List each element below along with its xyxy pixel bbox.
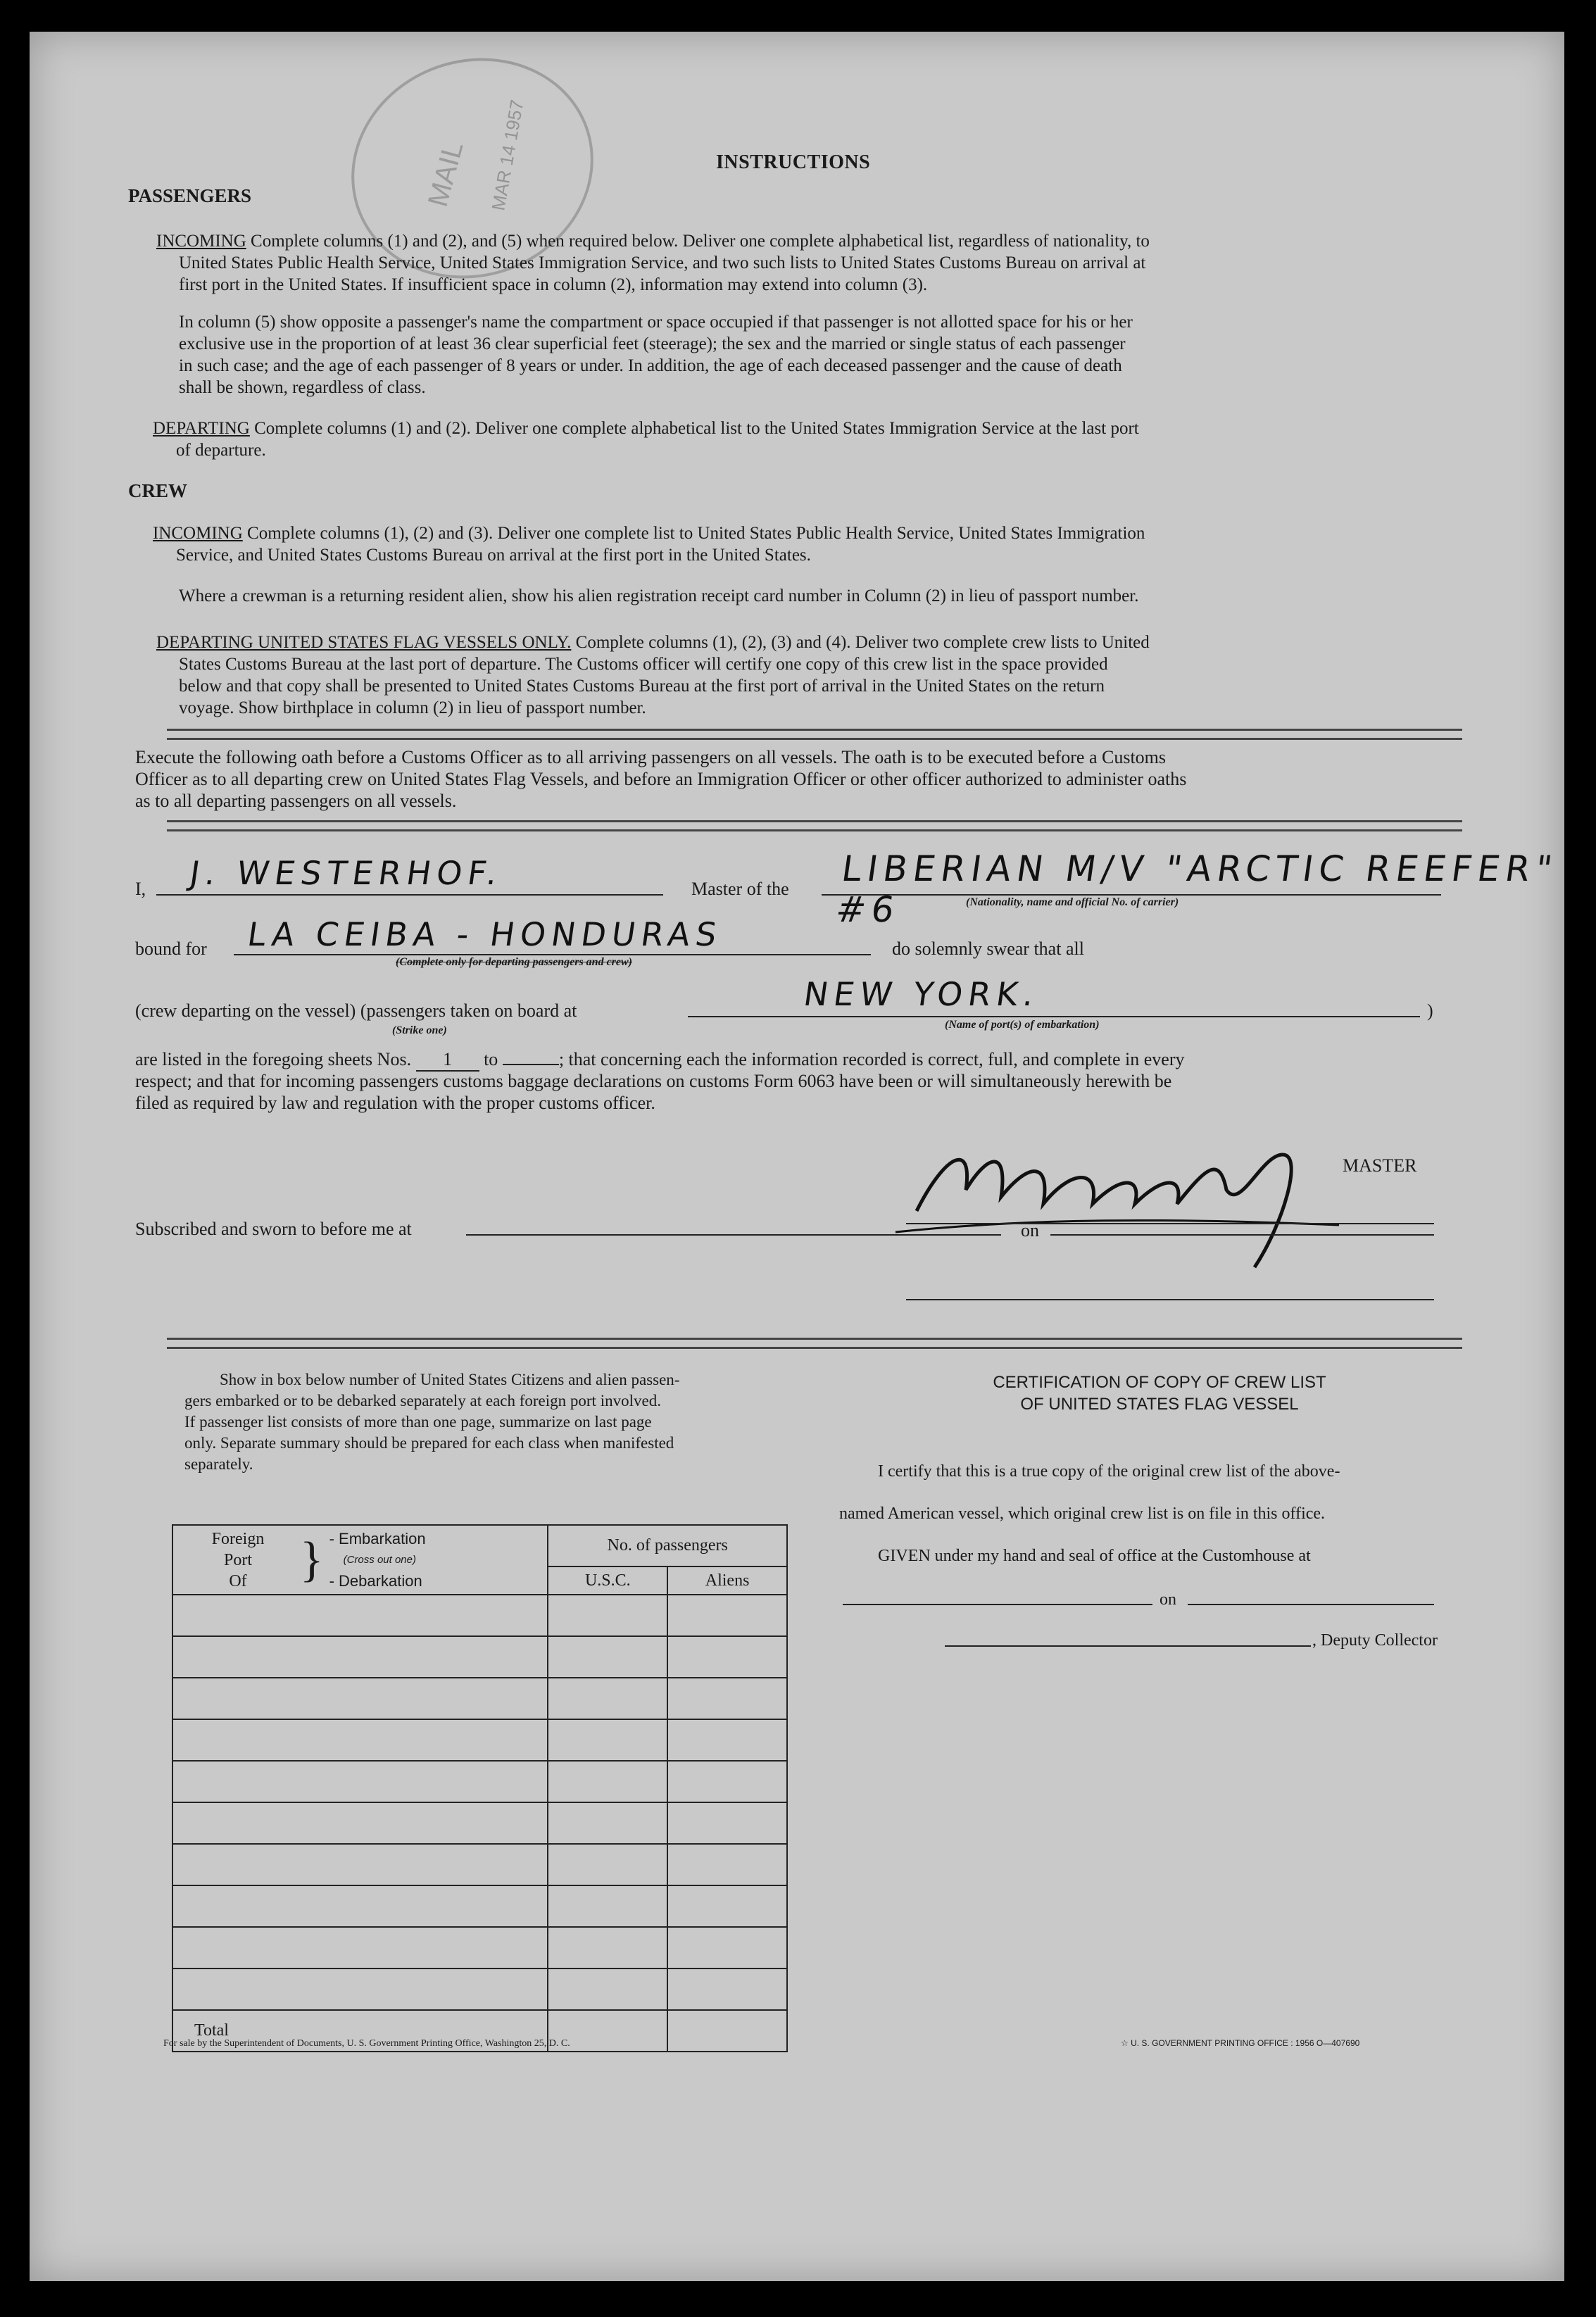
crew-incoming-label: INCOMING	[153, 524, 243, 543]
summary-intro-line5: separately.	[184, 1455, 253, 1473]
table-row	[172, 1844, 787, 1885]
crew-departing	[156, 632, 1150, 653]
destination-field-line	[234, 954, 871, 955]
oath-intro-line2: Officer as to all departing crew on United States Flag Vessels, and before an Immigration Officer or other officer authorized to administer oaths	[135, 769, 1187, 789]
aliens-header: Aliens	[667, 1566, 787, 1595]
crew-incoming-line2: Service, and United States Customs Bureau on arrival at the first port in the United States.	[176, 546, 811, 565]
cross-out-label: (Cross out one)	[343, 1554, 416, 1566]
certification-title	[948, 1371, 1371, 1415]
vessel-caption: (Nationality, name and official No. of carrier)	[966, 896, 1179, 908]
column5-line2: exclusive use in the proportion of at least 36 clear superficial feet (steerage); the sex and the married or single status of each passenger	[179, 334, 1126, 353]
foreign-label: Foreign	[211, 1530, 265, 1548]
passenger-summary-table	[172, 1524, 788, 2052]
footer-right: ☆ U. S. GOVERNMENT PRINTING OFFICE : 1956 O—407690	[1121, 2038, 1360, 2048]
crew-heading: CREW	[128, 480, 188, 501]
port-label: Port	[223, 1551, 252, 1569]
deputy-collector-label: , Deputy Collector	[1312, 1631, 1438, 1650]
column5-line1: In column (5) show opposite a passenger's name the compartment or space occupied if that passenger is not allotted space for his or her	[179, 313, 1133, 332]
of-label: Of	[229, 1572, 247, 1590]
swear-label: do solemnly swear that all	[892, 938, 1084, 959]
sheets-to	[503, 1064, 559, 1065]
master-signature	[888, 1112, 1367, 1281]
cert-line1: I certify that this is a true copy of the original crew list of the above-	[878, 1462, 1340, 1481]
table-row	[172, 1719, 787, 1761]
form-page	[30, 32, 1564, 2281]
officer-signature-line	[906, 1299, 1434, 1300]
table-row	[172, 1595, 787, 1636]
no-passengers-header: No. of passengers	[548, 1525, 787, 1566]
cert-on-label: on	[1160, 1590, 1176, 1609]
divider	[167, 820, 1462, 831]
crew-departing-label: (crew departing on the vessel) (passengers taken on board at	[135, 1000, 577, 1021]
summary-intro-line4: only. Separate summary should be prepared for each class when manifested	[184, 1434, 674, 1452]
passengers-incoming-line3: first port in the United States. If insufficient space in column (2), information may extend into column (3).	[179, 275, 928, 294]
crew-departing-line3: below and that copy shall be presented to United States Customs Bureau at the first port of arrival in the United States on the return	[179, 677, 1105, 696]
port-caption: (Name of port(s) of embarkation)	[945, 1019, 1100, 1031]
oath-i-label: I,	[135, 879, 146, 899]
summary-intro	[184, 1369, 679, 1475]
sheets-prefix: are listed in the foregoing sheets Nos.	[135, 1049, 412, 1069]
crew-departing-line4: voyage. Show birthplace in column (2) in lieu of passport number.	[179, 698, 646, 717]
sheets-to-label: to	[484, 1049, 498, 1069]
passengers-heading: PASSENGERS	[128, 185, 252, 206]
embarkation-label: - Embarkation	[329, 1530, 426, 1547]
oath-line2: respect; and that for incoming passengers customs baggage declarations on customs Form 6063 have been or will simultaneously herewith be	[135, 1071, 1172, 1091]
table-row	[172, 1927, 787, 1968]
crew-incoming-text: Complete columns (1), (2) and (3). Deliver one complete list to United States Public Health Service, United States Immigration	[247, 524, 1145, 543]
footer-left: For sale by the Superintendent of Documents, U. S. Government Printing Office, Washington 25, D. C.	[163, 2038, 570, 2049]
subscribed-date-line	[1050, 1234, 1434, 1236]
page-title: INSTRUCTIONS	[716, 151, 871, 173]
passengers-departing	[153, 417, 1139, 439]
table-row	[172, 1761, 787, 1802]
subscribed-on-label: on	[1021, 1220, 1039, 1241]
cert-place-line	[843, 1604, 1152, 1605]
passengers-incoming-line2: United States Public Health Service, United States Immigration Service, and two such lists to United States Customs Bureau on arrival at	[179, 253, 1146, 272]
vessel-handwritten: LIBERIAN M/V "ARCTIC REEFER" #6	[833, 848, 1561, 930]
table-row	[172, 1802, 787, 1844]
cert-line3: GIVEN under my hand and seal of office at the Customhouse at	[878, 1547, 1311, 1565]
table-row	[172, 1678, 787, 1719]
total-label: Total	[172, 2010, 548, 2052]
crew-resident-line: Where a crewman is a returning resident alien, show his alien registration receipt card number in Column (2) in lieu of passport number.	[179, 586, 1139, 605]
destination-handwritten: LA CEIBA - HONDURAS	[245, 915, 725, 953]
passengers-departing-line2: of departure.	[176, 441, 266, 460]
table-row	[172, 1636, 787, 1678]
sheets-suffix: ; that concerning each the information recorded is correct, full, and complete in every	[558, 1049, 1185, 1069]
cert-date-line	[1188, 1604, 1434, 1605]
destination-caption: (Complete only for departing passengers and crew)	[396, 956, 632, 968]
column5-line4: shall be shown, regardless of class.	[179, 378, 426, 397]
divider	[167, 729, 1462, 740]
sheets-line	[135, 1048, 1185, 1072]
sheets-from: 1	[416, 1048, 479, 1072]
debarkation-label: - Debarkation	[329, 1572, 422, 1590]
departing-text: Complete columns (1) and (2). Deliver one complete alphabetical list to the United States Immigration Service at the last port	[254, 419, 1139, 438]
subscribed-label: Subscribed and sworn to before me at	[135, 1219, 412, 1239]
summary-intro-line2: gers embarked or to be debarked separately at each foreign port involved.	[184, 1392, 661, 1409]
subscribed-place-line	[466, 1234, 1001, 1236]
bound-for-label: bound for	[135, 938, 207, 959]
deputy-signature-line	[945, 1645, 1311, 1647]
port-handwritten: NEW YORK.	[801, 975, 1042, 1013]
passengers-incoming	[156, 230, 1150, 252]
divider	[167, 1338, 1462, 1349]
cert-title-line1: CERTIFICATION OF COPY OF CREW LIST	[993, 1373, 1326, 1392]
oath-intro-line1: Execute the following oath before a Customs Officer as to all arriving passengers on all vessels. The oath is to be executed before a Customs	[135, 747, 1167, 767]
close-paren: )	[1427, 1000, 1433, 1021]
foreign-port-header	[172, 1525, 548, 1595]
usc-header: U.S.C.	[548, 1566, 667, 1595]
brace: }	[300, 1533, 324, 1587]
incoming-label: INCOMING	[156, 232, 246, 251]
crew-departing-label: DEPARTING UNITED STATES FLAG VESSELS ONLY.	[156, 633, 572, 652]
column5-line3: in such case; and the age of each passenger of 8 years or under. In addition, the age of each deceased passenger and the cause of death	[179, 356, 1122, 375]
crew-departing-line2: States Customs Bureau at the last port of departure. The Customs officer will certify one copy of this crew list in the space provided	[179, 655, 1108, 674]
oath-line3: filed as required by law and regulation with the proper customs officer.	[135, 1093, 655, 1113]
summary-intro-line3: If passenger list consists of more than one page, summarize on last page	[184, 1413, 652, 1431]
table-row	[172, 1968, 787, 2010]
master-name-handwritten: J. WESTERHOF.	[187, 854, 505, 892]
master-of-label: Master of the	[691, 879, 789, 899]
cert-line2: named American vessel, which original crew list is on file in this office.	[839, 1505, 1326, 1523]
crew-departing-text: Complete columns (1), (2), (3) and (4). Deliver two complete crew lists to United	[575, 633, 1150, 652]
incoming-text: Complete columns (1) and (2), and (5) when required below. Deliver one complete alphabetical list, regardless of nationality, to	[251, 232, 1150, 251]
oath-intro-line3: as to all departing passengers on all vessels.	[135, 791, 457, 811]
port-field-line	[688, 1016, 1420, 1017]
postmark-text: MAIL	[422, 138, 470, 211]
cert-title-line2: OF UNITED STATES FLAG VESSEL	[1020, 1395, 1299, 1414]
master-label: MASTER	[1343, 1155, 1417, 1176]
strike-caption: (Strike one)	[392, 1024, 447, 1036]
crew-incoming	[153, 522, 1145, 544]
summary-intro-line1: Show in box below number of United States Citizens and alien passen-	[220, 1371, 680, 1388]
departing-label: DEPARTING	[153, 419, 250, 438]
table-row	[172, 1885, 787, 1927]
master-name-field-line	[156, 894, 663, 896]
postmark-date: MAR 14 1957	[487, 98, 528, 213]
master-signature-line	[906, 1223, 1434, 1224]
